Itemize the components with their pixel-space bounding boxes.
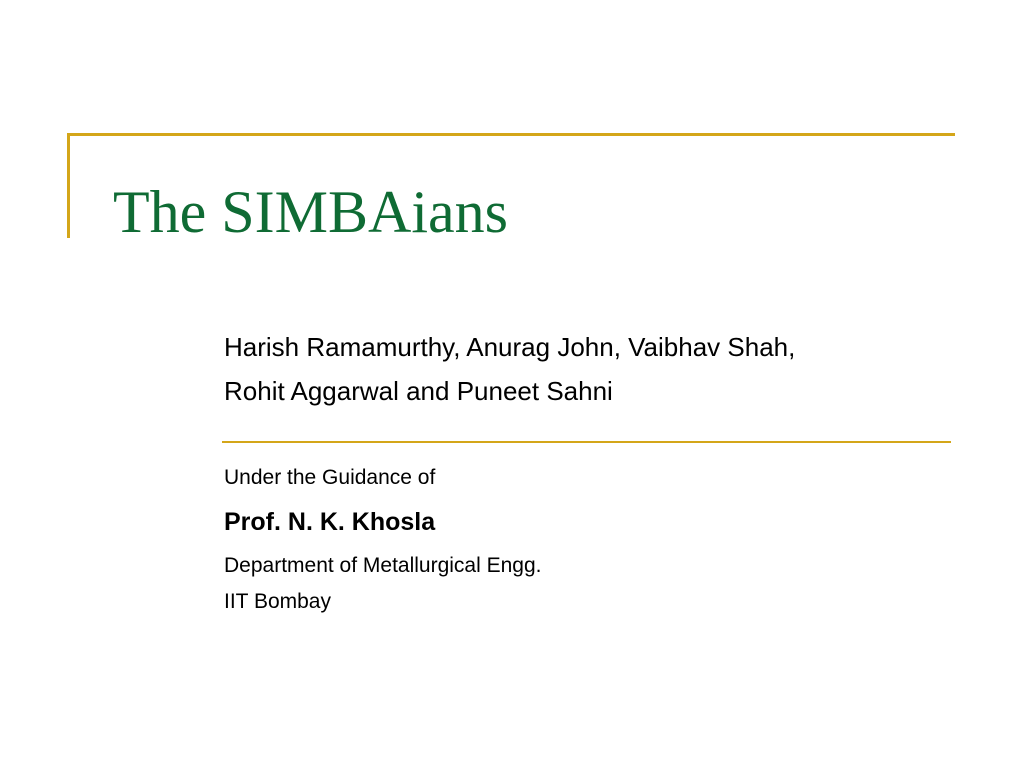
left-accent-rule bbox=[67, 133, 70, 238]
guidance-block bbox=[224, 463, 542, 617]
author-line-2: Rohit Aggarwal and Puneet Sahni bbox=[224, 376, 613, 406]
divider-rule bbox=[222, 441, 951, 443]
professor-name: Prof. N. K. Khosla bbox=[224, 508, 436, 536]
top-accent-rule bbox=[67, 133, 955, 136]
guidance-intro: Under the Guidance of bbox=[224, 466, 436, 489]
author-list bbox=[224, 325, 795, 413]
institute-name: IIT Bombay bbox=[224, 590, 331, 613]
department-name: Department of Metallurgical Engg. bbox=[224, 554, 542, 577]
author-line-1: Harish Ramamurthy, Anurag John, Vaibhav Shah, bbox=[224, 332, 796, 362]
slide-title: The SIMBAians bbox=[113, 179, 508, 245]
